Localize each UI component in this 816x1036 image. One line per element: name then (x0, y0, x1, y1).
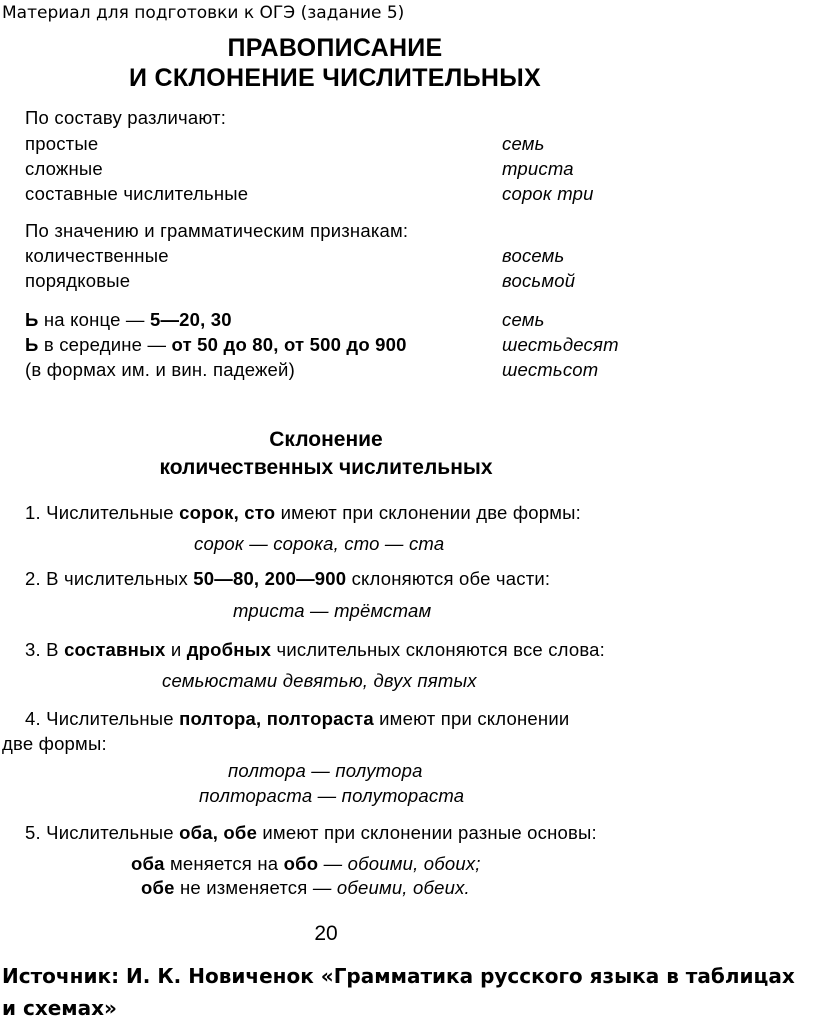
rule-2-example: триста — трёмстам (233, 600, 432, 621)
rule-5-line1-bold2: обо (283, 853, 319, 874)
rule-4-line2: две формы: (2, 733, 107, 754)
rule-1-example: сорок — сорока, сто — ста (194, 533, 445, 554)
soft-sign-letter: Ь (25, 309, 39, 330)
rule-1-post: имеют при склонении две формы: (275, 502, 581, 523)
declension-title-line2: количественных числительных (159, 456, 493, 479)
soft-sign-rule-middle (25, 334, 407, 356)
meaning-term-cardinal: количественные (25, 245, 169, 266)
composition-example-complex: триста (502, 158, 574, 179)
rule-5 (25, 822, 597, 844)
rule-5-line1-bold: оба (131, 853, 165, 874)
rule-5-line1 (131, 853, 481, 875)
meaning-heading: По значению и грамматическим признакам: (25, 220, 409, 241)
composition-example-compound: сорок три (502, 183, 594, 204)
rule-2-pre: 2. В числительных (25, 568, 194, 589)
rule-5-line1-italic: — обоими, обоих; (318, 853, 481, 874)
composition-term-complex: сложные (25, 158, 103, 179)
declension-title-line1: Склонение (269, 428, 383, 451)
soft-sign-note: (в формах им. и вин. падежей) (25, 359, 295, 380)
rule-1 (25, 502, 581, 524)
soft-sign-text: в середине — (38, 334, 172, 355)
composition-heading: По составу различают: (25, 107, 227, 128)
soft-sign-text: на конце — (38, 309, 150, 330)
composition-example-simple: семь (502, 133, 545, 154)
rule-5-pre: 5. Числительные (25, 822, 180, 843)
rule-3-post: числительных склоняются все слова: (271, 639, 606, 660)
rule-5-line1-text: меняется на (164, 853, 284, 874)
rule-3-pre: 3. В (25, 639, 65, 660)
soft-sign-example-end: семь (502, 309, 545, 330)
rule-5-line2-bold: обе (141, 877, 175, 898)
rule-4-pre: 4. Числительные (25, 708, 180, 729)
page-header: Материал для подготовки к ОГЭ (задание 5) (2, 3, 405, 23)
rule-2-bold: 50—80, 200—900 (193, 568, 347, 589)
composition-term-compound: составные числительные (25, 183, 249, 204)
rule-5-bold: оба, обе (179, 822, 258, 843)
soft-sign-range: 5—20, 30 (149, 309, 232, 330)
soft-sign-range: от 50 до 80, от 500 до 900 (171, 334, 407, 355)
rule-4 (25, 708, 569, 730)
soft-sign-example-note: шестьсот (502, 359, 599, 380)
rule-2 (25, 568, 550, 590)
page-number: 20 (314, 922, 338, 945)
composition-term-simple: простые (25, 133, 99, 154)
meaning-term-ordinal: порядковые (25, 270, 131, 291)
rule-4-post: имеют при склонении (373, 708, 570, 729)
rule-2-post: склоняются обе части: (346, 568, 551, 589)
rule-4-example-1: полтора — полутора (228, 760, 423, 781)
meaning-example-cardinal: восемь (502, 245, 565, 266)
rule-4-bold: полтора, полтораста (179, 708, 374, 729)
rule-3 (25, 639, 605, 661)
rule-3-mid: и (165, 639, 187, 660)
soft-sign-example-middle: шестьдесят (502, 334, 619, 355)
rule-3-bold1: составных (64, 639, 166, 660)
soft-sign-letter: Ь (25, 334, 39, 355)
soft-sign-rule-end (25, 309, 232, 331)
rule-5-line2 (141, 877, 470, 899)
rule-3-bold2: дробных (186, 639, 272, 660)
main-title-line1: ПРАВОПИСАНИЕ (227, 34, 443, 62)
rule-5-line2-italic: — обеими, обеих. (312, 877, 470, 898)
meaning-example-ordinal: восьмой (502, 270, 576, 291)
rule-4-example-2: полтораста — полутораста (199, 785, 465, 806)
rule-5-post: имеют при склонении разные основы: (257, 822, 597, 843)
rule-1-bold: сорок, сто (179, 502, 276, 523)
rule-3-example: семьюстами девятью, двух пятых (162, 670, 477, 691)
source-citation: Источник: И. К. Новиченок «Грамматика русского языка в таблицах и схемах» (2, 964, 795, 1020)
rule-1-pre: 1. Числительные (25, 502, 180, 523)
rule-5-line2-text: не изменяется (174, 877, 313, 898)
main-title-line2: И СКЛОНЕНИЕ ЧИСЛИТЕЛЬНЫХ (129, 64, 541, 92)
